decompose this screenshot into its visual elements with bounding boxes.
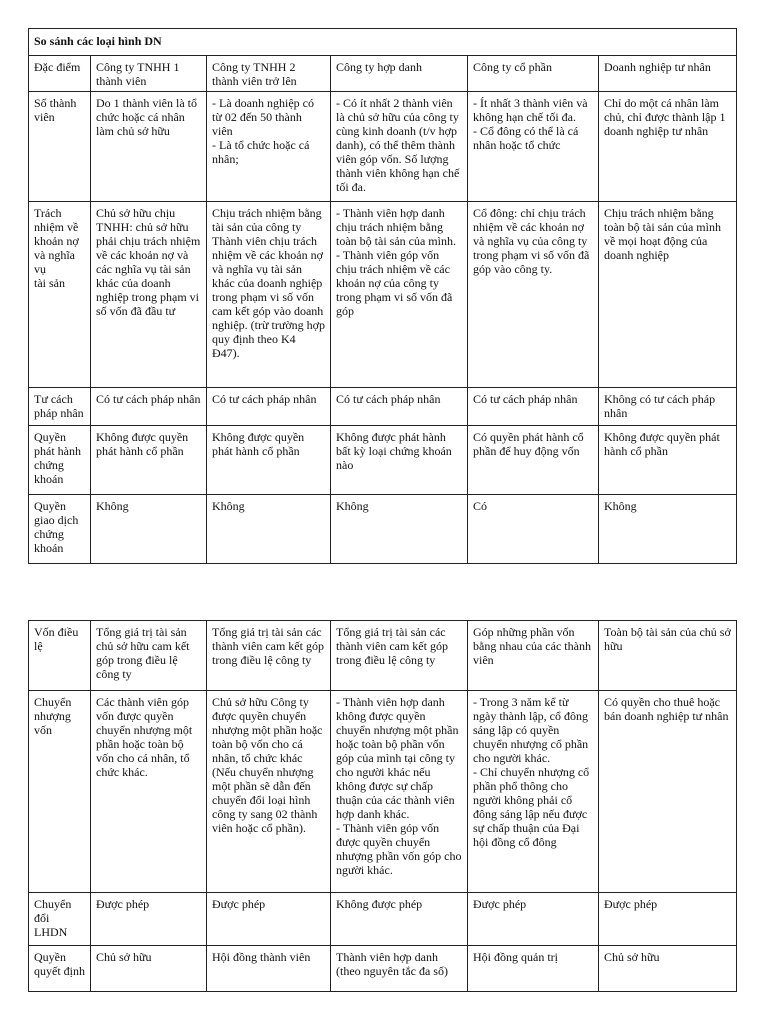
table-cell: Có quyền phát hành cổ phần để huy động vốn — [468, 426, 599, 495]
table-cell: Góp những phần vốn bằng nhau của các thành viên — [468, 621, 599, 691]
table-cell: Được phép — [207, 893, 331, 946]
table-cell: - Có ít nhất 2 thành viên là chủ sở hữu của công ty cùng kinh doanh (t/v hợp danh), có thể thêm thành viên góp vốn. Số lượng thành viên không hạn chế tối đa. — [331, 92, 468, 202]
row-header-cell: Trách nhiệm về khoản nợ và nghĩa vụ tài sản — [29, 202, 91, 388]
table-cell: Chủ sở hữu Công ty được quyền chuyển nhượng một phần hoặc toàn bộ vốn cho cá nhân, tổ chức khác (Nếu chuyển nhượng một phần sẽ dẫn đến chuyển đổi loại hình công ty sang 02 thành viên hoặc cổ phần). — [207, 691, 331, 893]
table-row — [29, 202, 737, 388]
table-cell: Chủ sở hữu — [599, 946, 737, 992]
table-row — [29, 56, 737, 92]
row-header-cell: Quyền quyết định — [29, 946, 91, 992]
row-header-cell: Chuyển nhượng vốn — [29, 691, 91, 893]
table-cell: Không — [91, 495, 207, 564]
table-title: So sánh các loại hình DN — [29, 29, 737, 56]
table-cell: Cổ đông: chỉ chịu trách nhiệm về các khoản nợ và nghĩa vụ của công ty trong phạm vi số vốn đã góp vào công ty. — [468, 202, 599, 388]
table-cell: Có tư cách pháp nhân — [91, 388, 207, 426]
table-cell: Tổng giá trị tài sản các thành viên cam kết góp trong điều lệ công ty — [207, 621, 331, 691]
table-cell: Không có tư cách pháp nhân — [599, 388, 737, 426]
table-cell: Các thành viên góp vốn được quyền chuyển nhượng một phần hoặc toàn bộ vốn cho cá nhân, tổ chức khác. — [91, 691, 207, 893]
table-cell: Doanh nghiệp tư nhân — [599, 56, 737, 92]
table-row — [29, 426, 737, 495]
table-cell: Chịu trách nhiệm bằng toàn bộ tài sản của mình về mọi hoạt động của doanh nghiệp — [599, 202, 737, 388]
row-header-cell: Chuyển đổi LHDN — [29, 893, 91, 946]
table-cell: Hội đồng thành viên — [207, 946, 331, 992]
table-cell: Được phép — [91, 893, 207, 946]
table-cell: Được phép — [468, 893, 599, 946]
table-cell: Thành viên hợp danh (theo nguyên tắc đa số) — [331, 946, 468, 992]
row-header-cell: Quyền giao dịch chứng khoán — [29, 495, 91, 564]
table-cell: Chịu trách nhiệm bằng tài sản của công ty Thành viên chịu trách nhiệm về các khoản nợ và nghĩa vụ tài sản khác của doanh nghiệp trong phạm vi số vốn cam kết góp vào doanh nghiệp. (trừ trường hợp quy định theo K4 Đ47). — [207, 202, 331, 388]
table-cell: - Thành viên hợp danh không được quyền chuyển nhượng một phần hoặc toàn bộ phần vốn góp của mình tại công ty cho người khác nếu không được sự chấp thuận của các thành viên hợp danh khác. - Thành viên góp vốn được quyền chuyển nhượng phần vốn góp cho người khác. — [331, 691, 468, 893]
row-header-cell: Quyền phát hành chứng khoán — [29, 426, 91, 495]
table-cell: Tổng giá trị tài sản các thành viên cam kết góp trong điều lệ công ty — [331, 621, 468, 691]
table-row — [29, 495, 737, 564]
comparison-table-top — [28, 28, 737, 564]
table-cell: Không được quyền phát hành cổ phần — [91, 426, 207, 495]
table-cell: Tổng giá trị tài sản chủ sở hữu cam kết góp trong điều lệ công ty — [91, 621, 207, 691]
title-row — [29, 29, 737, 56]
table-cell: Chủ sở hữu chịu TNHH: chủ sở hữu phải chịu trách nhiệm về các khoản nợ và các nghĩa vụ tài sản khác của doanh nghiệp trong phạm vi số vốn đã đầu tư — [91, 202, 207, 388]
table-row — [29, 691, 737, 893]
table-cell: Có tư cách pháp nhân — [331, 388, 468, 426]
table-cell: Công ty TNHH 2 thành viên trở lên — [207, 56, 331, 92]
row-header-cell: Đặc điểm — [29, 56, 91, 92]
table-cell: Hội đồng quản trị — [468, 946, 599, 992]
table-cell: Không được phép — [331, 893, 468, 946]
table-row — [29, 92, 737, 202]
table-row — [29, 388, 737, 426]
table2-body — [29, 621, 737, 992]
table-cell: Công ty TNHH 1 thành viên — [91, 56, 207, 92]
table-cell: Không — [207, 495, 331, 564]
table-cell: Có — [468, 495, 599, 564]
table-cell: Công ty cổ phần — [468, 56, 599, 92]
table-cell: - Là doanh nghiệp có từ 02 đến 50 thành viên - Là tổ chức hoặc cá nhân; — [207, 92, 331, 202]
table-cell: Không — [331, 495, 468, 564]
table-cell: Không được phát hành bất kỳ loại chứng khoán nào — [331, 426, 468, 495]
row-header-cell: Tư cách pháp nhân — [29, 388, 91, 426]
table-cell: Không — [599, 495, 737, 564]
table-cell: Có tư cách pháp nhân — [207, 388, 331, 426]
table-cell: Không được quyền phát hành cổ phần — [207, 426, 331, 495]
table-cell: - Trong 3 năm kể từ ngày thành lập, cổ đông sáng lập có quyền chuyển nhượng cổ phần cho người khác. - Chỉ chuyển nhượng cổ phần phổ thông cho người không phải cổ đông sáng lập nếu được sự chấp thuận của Đại hội đồng cổ đông — [468, 691, 599, 893]
table-cell: Công ty hợp danh — [331, 56, 468, 92]
table-row — [29, 621, 737, 691]
table-cell: - Ít nhất 3 thành viên và không hạn chế tối đa. - Cổ đông có thể là cá nhân hoặc tổ chức — [468, 92, 599, 202]
table-cell: - Thành viên hợp danh chịu trách nhiệm bằng toàn bộ tài sản của mình. - Thành viên góp vốn chịu trách nhiệm về các khoản nợ của công ty trong phạm vi số vốn đã góp — [331, 202, 468, 388]
table-cell: Toàn bộ tài sản của chủ sở hữu — [599, 621, 737, 691]
table-cell: Chỉ do một cá nhân làm chủ, chỉ được thành lập 1 doanh nghiệp tư nhân — [599, 92, 737, 202]
row-header-cell: Vốn điều lệ — [29, 621, 91, 691]
comparison-table-bottom — [28, 620, 737, 992]
table-cell: Do 1 thành viên là tổ chức hoặc cá nhân làm chủ sở hữu — [91, 92, 207, 202]
table-cell: Có quyền cho thuê hoặc bán doanh nghiệp tư nhân — [599, 691, 737, 893]
table1-body — [29, 56, 737, 564]
table-row — [29, 893, 737, 946]
table-cell: Chủ sở hữu — [91, 946, 207, 992]
table-cell: Không được quyền phát hành cổ phần — [599, 426, 737, 495]
table-cell: Có tư cách pháp nhân — [468, 388, 599, 426]
row-header-cell: Số thành viên — [29, 92, 91, 202]
table-row — [29, 946, 737, 992]
table-cell: Được phép — [599, 893, 737, 946]
